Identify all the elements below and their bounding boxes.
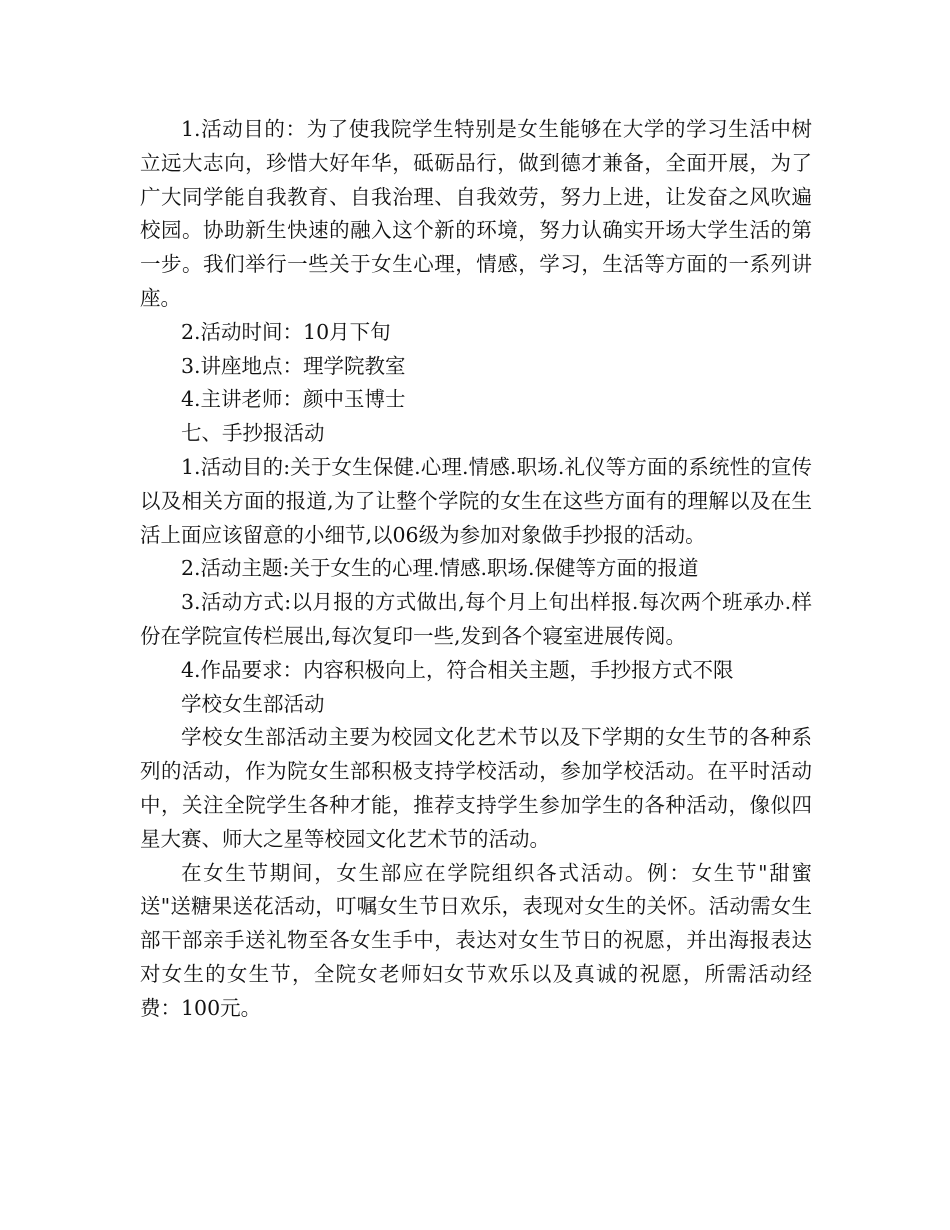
document-body xyxy=(140,113,812,1026)
paragraph-newspaper-purpose: 1.活动目的:关于女生保健.心理.情感.职场.礼仪等方面的系统性的宣传以及相关方面的报道,为了让整个学院的女生在这些方面有的理解以及在生活上面应该留意的小细节,以06级为参加对象做手抄报的活动。 xyxy=(140,454,812,547)
paragraph-newspaper-method: 3.活动方式:以月报的方式做出,每个月上旬出样报.每次两个班承办.样份在学院宣传栏展出,每次复印一些,发到各个寝室进展传阅。 xyxy=(140,590,812,648)
paragraph-lecturer: 4.主讲老师：颜中玉博士 xyxy=(181,387,406,412)
paragraph-lecture-time: 2.活动时间：10月下旬 xyxy=(181,319,391,344)
paragraph-school-activities: 学校女生部活动主要为校园文化艺术节以及下学期的女生节的各种系列的活动，作为院女生部积极支持学校活动，参加学校活动。在平时活动中，关注全院学生各种才能，推荐支持学生参加学生的各种活动，像似四星大赛、师大之星等校园文化艺术节的活动。 xyxy=(140,725,812,851)
paragraph-lecture-purpose: 1.活动目的：为了使我院学生特别是女生能够在大学的学习生活中树立远大志向，珍惜大好年华，砥砺品行，做到德才兼备，全面开展，为了广大同学能自我教育、自我治理、自我效劳，努力上进，让发奋之风吹遍校园。协助新生快速的融入这个新的环境，努力认确实开场大学生活的第一步。我们举行一些关于女生心理，情感，学习，生活等方面的一系列讲座。 xyxy=(140,117,812,310)
paragraph-newspaper-requirements: 4.作品要求：内容积极向上，符合相关主题，手抄报方式不限 xyxy=(181,657,734,682)
paragraph-lecture-location: 3.讲座地点：理学院教室 xyxy=(181,353,406,378)
section-heading-school-girls-department: 学校女生部活动 xyxy=(181,691,325,716)
paragraph-girls-day: 在女生节期间，女生部应在学院组织各式活动。例：女生节"甜蜜送"送糖果送花活动，叮嘱女生节日欢乐，表现对女生的关怀。活动需女生部干部亲手送礼物至各女生手中，表达对女生节日的祝愿，并出海报表达对女生的女生节，全院女老师妇女节欢乐以及真诚的祝愿，所需活动经费：100元。 xyxy=(140,860,812,1020)
paragraph-newspaper-theme: 2.活动主题:关于女生的心理.情感.职场.保健等方面的报道 xyxy=(181,556,699,581)
section-heading-handwritten-newspaper: 七、手抄报活动 xyxy=(181,421,325,446)
